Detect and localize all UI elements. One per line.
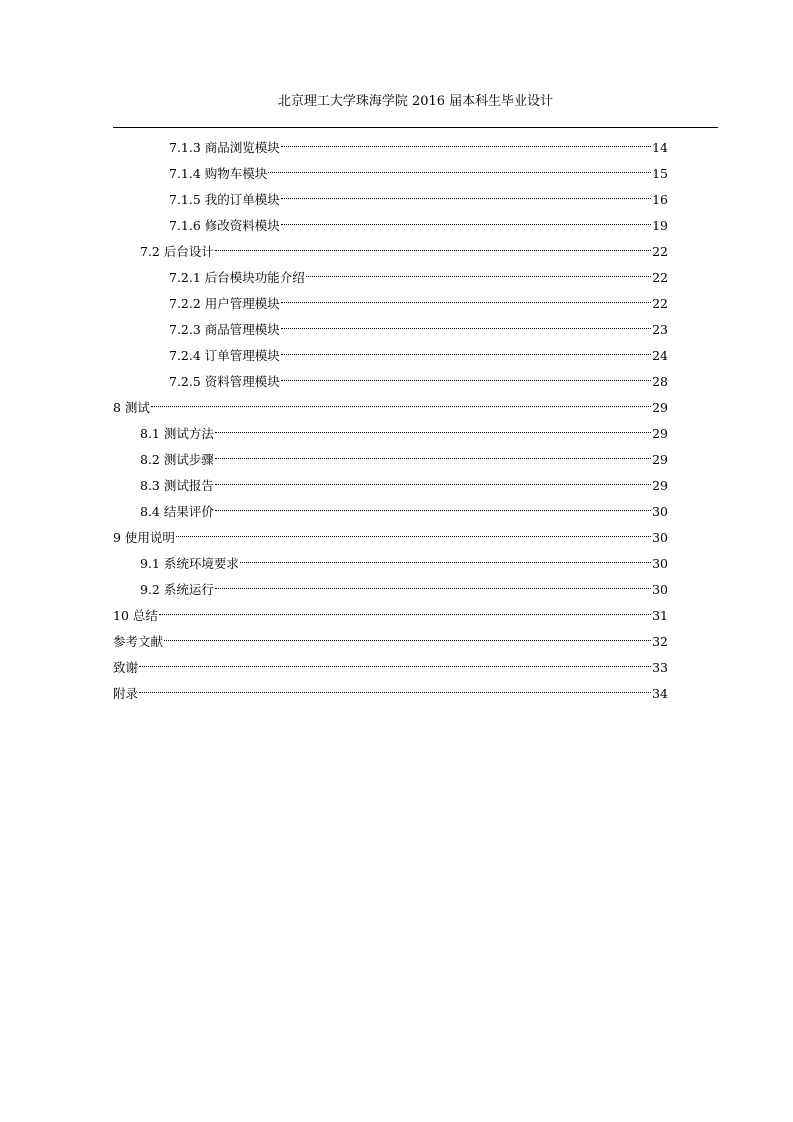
toc-entry[interactable] <box>113 366 668 392</box>
toc-entry[interactable] <box>113 236 668 262</box>
toc-entry-page: 14 <box>652 140 668 155</box>
toc-entry-title: 9.2 系统运行 <box>140 582 214 597</box>
page-header: 北京理工大学珠海学院 2016 届本科生毕业设计 <box>277 94 554 109</box>
toc-entry-title: 7.2.2 用户管理模块 <box>169 296 280 311</box>
toc-entry[interactable] <box>113 340 668 366</box>
toc-entry[interactable] <box>113 522 668 548</box>
toc-entry-page: 19 <box>652 218 668 233</box>
toc-entry-title: 7.2.5 资料管理模块 <box>169 374 280 389</box>
toc-entry-title: 8.4 结果评价 <box>140 504 214 519</box>
toc-entry-page: 29 <box>652 400 668 415</box>
toc-entry-title: 9.1 系统环境要求 <box>140 556 239 571</box>
toc-entry-page: 28 <box>652 374 668 389</box>
toc-dot-leader <box>151 392 651 412</box>
toc-entry-page: 30 <box>652 582 668 597</box>
toc-entry-page: 22 <box>652 270 668 285</box>
toc-dot-leader <box>281 184 651 204</box>
toc-entry[interactable] <box>113 470 668 496</box>
toc-entry[interactable] <box>113 314 668 340</box>
toc-entry-page: 30 <box>652 530 668 545</box>
toc-entry-title: 7.1.3 商品浏览模块 <box>169 140 280 155</box>
toc-entry[interactable] <box>113 132 668 158</box>
toc-entry-title: 7.1.4 购物车模块 <box>169 166 268 181</box>
toc-dot-leader <box>215 418 651 438</box>
toc-entry-title: 8.2 测试步骤 <box>140 452 214 467</box>
toc-entry-title: 8 测试 <box>113 400 150 415</box>
toc-entry-page: 16 <box>652 192 668 207</box>
toc-entry-title: 附录 <box>113 686 139 701</box>
toc-entry-page: 23 <box>652 322 668 337</box>
toc-entry-title: 10 总结 <box>113 608 158 623</box>
toc-entry-title: 8.1 测试方法 <box>140 426 214 441</box>
toc-dot-leader <box>215 470 651 490</box>
toc-entry[interactable] <box>113 548 668 574</box>
header-divider <box>113 127 718 128</box>
toc-dot-leader <box>176 522 651 542</box>
toc-entry[interactable] <box>113 652 668 678</box>
toc-entry[interactable] <box>113 418 668 444</box>
toc-dot-leader <box>139 652 651 672</box>
toc-dot-leader <box>139 678 651 698</box>
toc-entry[interactable] <box>113 158 668 184</box>
toc-entry[interactable] <box>113 288 668 314</box>
toc-entry-page: 29 <box>652 426 668 441</box>
toc-entry-title: 9 使用说明 <box>113 530 175 545</box>
toc-entry[interactable] <box>113 392 668 418</box>
toc-entry[interactable] <box>113 210 668 236</box>
toc-entry[interactable] <box>113 678 668 704</box>
toc-entry-title: 7.2.3 商品管理模块 <box>169 322 280 337</box>
toc-entry-page: 22 <box>652 296 668 311</box>
toc-entry-title: 7.2 后台设计 <box>140 244 214 259</box>
toc-entry-title: 7.1.6 修改资料模块 <box>169 218 280 233</box>
toc-entry-page: 29 <box>652 478 668 493</box>
toc-entry-page: 31 <box>652 608 668 623</box>
toc-entry-page: 30 <box>652 556 668 571</box>
toc-dot-leader <box>281 314 651 334</box>
toc-entry[interactable] <box>113 574 668 600</box>
toc-entry-title: 7.2.1 后台模块功能介绍 <box>169 270 305 285</box>
toc-dot-leader <box>268 158 651 178</box>
toc-entry-page: 29 <box>652 452 668 467</box>
toc-dot-leader <box>215 496 651 516</box>
toc-dot-leader <box>215 444 651 464</box>
toc-entry[interactable] <box>113 444 668 470</box>
toc-entry-page: 34 <box>652 686 668 701</box>
toc-entry[interactable] <box>113 626 668 652</box>
toc-entry-page: 32 <box>652 634 668 649</box>
toc-entry-title: 8.3 测试报告 <box>140 478 214 493</box>
toc-entry-page: 15 <box>652 166 668 181</box>
toc-dot-leader <box>159 600 651 620</box>
toc-entry-page: 33 <box>652 660 668 675</box>
toc-entry-page: 22 <box>652 244 668 259</box>
toc-entry-page: 30 <box>652 504 668 519</box>
toc-entry-title: 7.2.4 订单管理模块 <box>169 348 280 363</box>
toc-dot-leader <box>281 366 651 386</box>
toc-entry-title: 致谢 <box>113 660 139 675</box>
toc-dot-leader <box>281 340 651 360</box>
toc-dot-leader <box>281 132 651 152</box>
toc-dot-leader <box>215 236 651 256</box>
toc-dot-leader <box>240 548 651 568</box>
toc-entry[interactable] <box>113 600 668 626</box>
table-of-contents <box>113 132 668 704</box>
toc-dot-leader <box>281 210 651 230</box>
toc-dot-leader <box>215 574 651 594</box>
toc-dot-leader <box>164 626 651 646</box>
toc-entry-title: 参考文献 <box>113 634 164 649</box>
toc-entry[interactable] <box>113 496 668 522</box>
toc-entry-page: 24 <box>652 348 668 363</box>
toc-dot-leader <box>281 288 651 308</box>
toc-dot-leader <box>306 262 651 282</box>
toc-entry[interactable] <box>113 184 668 210</box>
toc-entry[interactable] <box>113 262 668 288</box>
toc-entry-title: 7.1.5 我的订单模块 <box>169 192 280 207</box>
